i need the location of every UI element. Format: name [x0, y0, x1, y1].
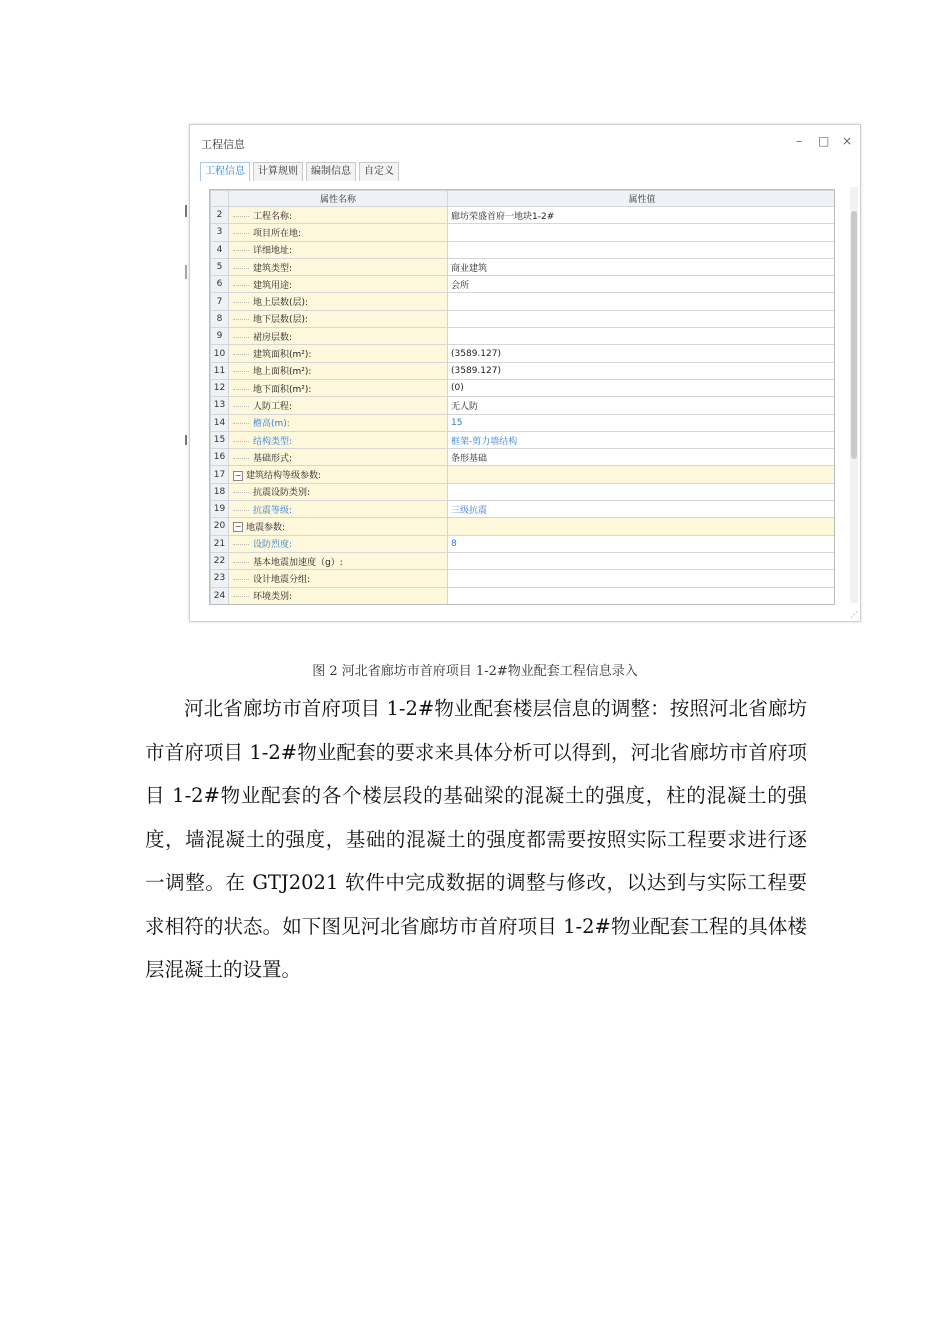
row-number: 20 — [211, 518, 229, 535]
row-number: 5 — [211, 258, 229, 275]
property-value-cell[interactable] — [448, 310, 836, 327]
property-value-cell[interactable] — [448, 241, 836, 258]
scrollbar-thumb[interactable] — [851, 211, 857, 459]
row-number: 16 — [211, 449, 229, 466]
property-row[interactable] — [211, 587, 836, 604]
property-row[interactable] — [211, 483, 836, 500]
tree-line-icon — [233, 389, 249, 390]
property-row[interactable] — [211, 224, 836, 241]
row-number: 4 — [211, 241, 229, 258]
property-value-cell[interactable]: 会所 — [448, 276, 836, 293]
resize-grip-icon[interactable]: ⋰ — [850, 610, 858, 619]
property-value-cell[interactable]: 15 — [448, 414, 836, 431]
figure-caption: 图 2 河北省廊坊市首府项目 1-2#物业配套工程信息录入 — [312, 664, 638, 679]
property-name: 结构类型: — [253, 436, 293, 447]
property-row[interactable] — [211, 570, 836, 587]
property-name: 抗震等级: — [253, 505, 293, 516]
property-value-cell[interactable] — [448, 328, 836, 345]
property-value-cell[interactable]: 三级抗震 — [448, 501, 836, 518]
property-name: 基本地震加速度（g）: — [253, 557, 343, 568]
property-value-cell[interactable]: 无人防 — [448, 397, 836, 414]
row-number: 17 — [211, 466, 229, 483]
property-name: 建筑用途: — [253, 280, 293, 291]
property-name-cell — [229, 207, 448, 224]
minimize-icon[interactable]: – — [796, 134, 802, 148]
tree-line-icon — [233, 423, 249, 424]
property-name: 地下层数(层): — [253, 315, 309, 326]
property-value-cell[interactable]: 框架-剪力墙结构 — [448, 431, 836, 448]
grid-header-row — [211, 191, 836, 207]
property-name-cell — [229, 258, 448, 275]
tree-line-icon — [233, 285, 249, 286]
property-value-cell[interactable]: 条形基础 — [448, 449, 836, 466]
property-name-cell — [229, 310, 448, 327]
property-row[interactable] — [211, 258, 836, 275]
property-value-cell[interactable] — [448, 552, 836, 569]
property-name-header: 属性名称 — [229, 191, 448, 207]
property-row[interactable] — [211, 379, 836, 396]
property-value-cell[interactable] — [448, 293, 836, 310]
tree-line-icon — [233, 596, 249, 597]
row-number: 6 — [211, 276, 229, 293]
tree-line-icon — [233, 250, 249, 251]
property-name-cell — [229, 397, 448, 414]
project-info-dialog — [189, 124, 861, 622]
property-row[interactable] — [211, 276, 836, 293]
row-number: 9 — [211, 328, 229, 345]
row-number: 8 — [211, 310, 229, 327]
property-value-cell[interactable] — [448, 483, 836, 500]
property-name-cell — [229, 466, 448, 483]
property-value-cell[interactable] — [448, 466, 836, 483]
property-value-cell[interactable] — [448, 570, 836, 587]
property-name: 建筑面积(m²): — [253, 350, 312, 361]
property-row[interactable] — [211, 207, 836, 224]
tree-line-icon — [233, 492, 249, 493]
property-name: 项目所在地: — [253, 228, 302, 239]
body-paragraph: 河北省廊坊市首府项目 1-2#物业配套楼层信息的调整：按照河北省廊坊市首府项目 1-2#物业配套的要求来具体分析可以得到，河北省廊坊市首府项目 1-2#物业配套的各个楼层段的基础梁的混凝土的强度，柱的混凝土的强度，墙混凝土的强度，基础的混凝土的强度都需要按照实际工程要求进行逐一调整。在 GTJ2021 软件中完成数据的调整与修改，以达到与实际工程要求相符的状态。如下图见河北省廊坊市首府项目 1-2#物业配套工程的具体楼层混凝土的设置。 — [145, 697, 807, 981]
property-row[interactable] — [211, 345, 836, 362]
property-name: 详细地址: — [253, 246, 293, 257]
row-number: 18 — [211, 483, 229, 500]
tree-line-icon — [233, 441, 249, 442]
property-value-cell[interactable]: 廊坊荣盛首府一地块1-2# — [448, 207, 836, 224]
dialog-titlebar — [190, 125, 860, 159]
collapse-toggle-icon[interactable]: − — [234, 522, 242, 532]
tree-line-icon — [233, 579, 249, 580]
property-value-cell[interactable] — [448, 518, 836, 535]
property-name: 地下面积(m²): — [253, 384, 312, 395]
property-value-cell[interactable]: (0) — [448, 379, 836, 396]
collapse-toggle-icon[interactable]: − — [234, 470, 242, 480]
property-row[interactable] — [211, 535, 836, 552]
tree-line-icon — [233, 216, 249, 217]
tree-line-icon — [233, 371, 249, 372]
property-row[interactable] — [211, 518, 836, 535]
row-number: 7 — [211, 293, 229, 310]
property-value-header: 属性值 — [448, 191, 836, 207]
property-row[interactable] — [211, 293, 836, 310]
tree-line-icon — [233, 458, 249, 459]
property-row[interactable] — [211, 466, 836, 483]
property-name-cell — [229, 276, 448, 293]
property-name-cell — [229, 414, 448, 431]
property-grid — [209, 189, 835, 605]
property-name-cell — [229, 501, 448, 518]
property-row[interactable] — [211, 501, 836, 518]
property-name: 地震参数: — [246, 522, 286, 533]
row-number: 24 — [211, 587, 229, 604]
property-row[interactable] — [211, 449, 836, 466]
tree-line-icon — [233, 544, 249, 545]
property-name-cell — [229, 431, 448, 448]
property-row[interactable] — [211, 241, 836, 258]
property-name-cell — [229, 345, 448, 362]
property-row[interactable] — [211, 328, 836, 345]
tree-line-icon — [233, 510, 249, 511]
property-name-cell — [229, 293, 448, 310]
tab-project-info[interactable]: 工程信息 — [200, 162, 250, 181]
property-value-cell[interactable]: (3589.127) — [448, 345, 836, 362]
row-number: 2 — [211, 207, 229, 224]
property-name: 工程名称: — [253, 211, 293, 222]
dialog-tabs — [200, 162, 399, 181]
property-name-cell — [229, 362, 448, 379]
row-number: 19 — [211, 501, 229, 518]
tree-line-icon — [233, 406, 249, 407]
tree-line-icon — [233, 319, 249, 320]
property-name: 环境类别: — [253, 592, 293, 603]
property-row[interactable] — [211, 414, 836, 431]
property-name-cell — [229, 483, 448, 500]
row-number: 11 — [211, 362, 229, 379]
row-number: 14 — [211, 414, 229, 431]
property-name: 地上层数(层): — [253, 298, 309, 309]
property-value-cell[interactable] — [448, 587, 836, 604]
property-name: 檐高(m): — [253, 419, 290, 430]
property-row[interactable] — [211, 397, 836, 414]
tree-line-icon — [233, 337, 249, 338]
row-number: 10 — [211, 345, 229, 362]
property-value-cell[interactable]: (3589.127) — [448, 362, 836, 379]
property-value-cell[interactable]: 商业建筑 — [448, 258, 836, 275]
row-number: 13 — [211, 397, 229, 414]
row-number-header — [211, 191, 229, 207]
tree-line-icon — [233, 562, 249, 563]
row-number: 22 — [211, 552, 229, 569]
row-number: 15 — [211, 431, 229, 448]
grid-body — [211, 207, 836, 605]
property-name: 基础形式: — [253, 453, 293, 464]
property-name: 人防工程: — [253, 401, 293, 412]
maximize-icon[interactable]: □ — [818, 134, 830, 148]
tree-line-icon — [233, 268, 249, 269]
property-row[interactable] — [211, 310, 836, 327]
row-number: 12 — [211, 379, 229, 396]
row-number: 3 — [211, 224, 229, 241]
property-name-cell — [229, 552, 448, 569]
property-row[interactable] — [211, 362, 836, 379]
property-name-cell — [229, 379, 448, 396]
property-value-cell[interactable]: 8 — [448, 535, 836, 552]
property-name-cell — [229, 241, 448, 258]
window-controls — [794, 134, 852, 148]
property-name: 地上面积(m²): — [253, 367, 312, 378]
property-row[interactable] — [211, 552, 836, 569]
close-icon[interactable]: × — [842, 134, 853, 148]
property-name-cell — [229, 570, 448, 587]
property-name-cell — [229, 224, 448, 241]
property-row[interactable] — [211, 431, 836, 448]
tree-line-icon — [233, 354, 249, 355]
property-name-cell — [229, 328, 448, 345]
dialog-title: 工程信息 — [201, 138, 245, 151]
property-name-cell — [229, 587, 448, 604]
property-name: 设防烈度: — [253, 540, 293, 551]
property-name-cell — [229, 535, 448, 552]
property-name: 裙房层数: — [253, 332, 293, 343]
tab-compile-info[interactable]: 编制信息 — [306, 162, 356, 181]
property-name-cell — [229, 518, 448, 535]
property-name: 建筑类型: — [253, 263, 293, 274]
property-name: 设计地震分组: — [253, 574, 311, 585]
tab-calc-rules[interactable]: 计算规则 — [253, 162, 303, 181]
row-number: 21 — [211, 535, 229, 552]
row-number: 23 — [211, 570, 229, 587]
property-name: 抗震设防类别: — [253, 488, 311, 499]
property-name-cell — [229, 449, 448, 466]
tab-custom[interactable]: 自定义 — [359, 162, 399, 181]
vertical-scrollbar[interactable] — [850, 187, 858, 603]
property-name: 建筑结构等级参数: — [246, 471, 322, 482]
tree-line-icon — [233, 233, 249, 234]
property-value-cell[interactable] — [448, 224, 836, 241]
tree-line-icon — [233, 302, 249, 303]
